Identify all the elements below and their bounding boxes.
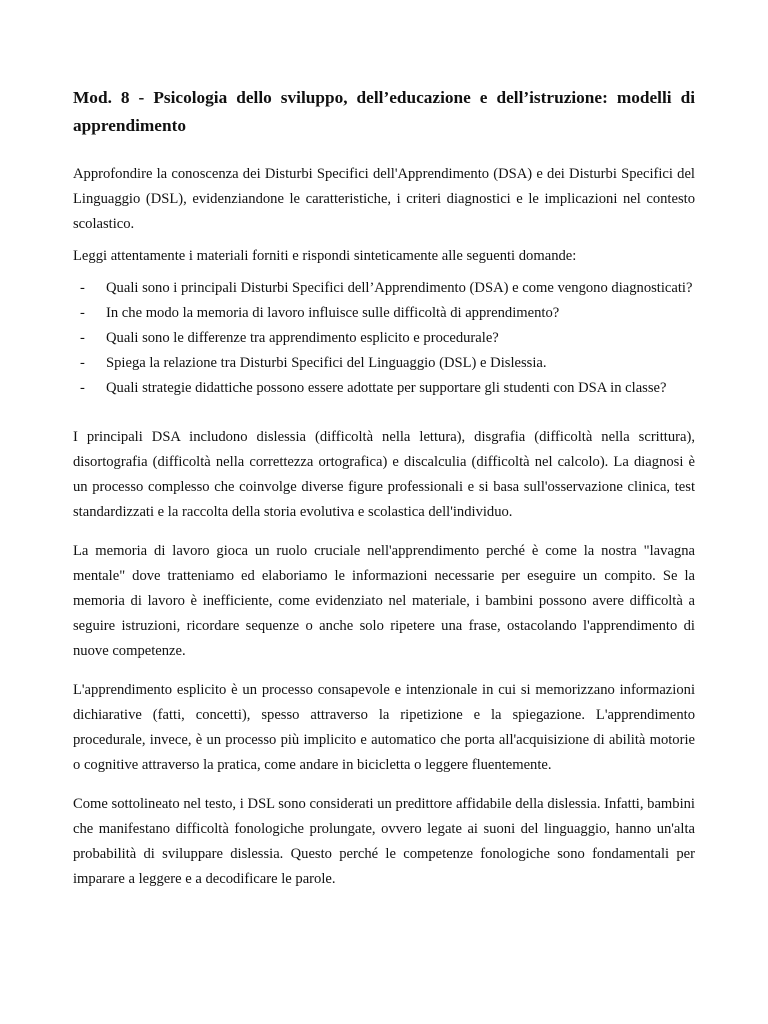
answer-paragraph-2: La memoria di lavoro gioca un ruolo cruciale nell'apprendimento perché è come la nostra "lavagna mentale" dove tratteniamo ed elaboriamo le informazioni necessarie per eseguire un compito. Se la memoria di lavoro è inefficiente, come evidenziato nel materiale, i bambini possono avere difficoltà a seguire istruzioni, ricordare sequenze o anche solo ripetere una frase, ostacolando l'apprendimento di nuove competenze. [73, 543, 695, 659]
question-item [73, 276, 695, 301]
question-text: Quali sono le differenze tra apprendimento esplicito e procedurale? [106, 330, 499, 346]
answer-paragraph-3: L'apprendimento esplicito è un processo consapevole e intenzionale in cui si memorizzano informazioni dichiarative (fatti, concetti), spesso attraverso la ripetizione e la spiegazione. L'apprendimento procedurale, invece, è un processo più implicito e automatico che porta all'acquisizione di abilità motorie o cognitive attraverso la pratica, come andare in bicicletta o leggere fluentemente. [73, 682, 695, 773]
bullet-dash: - [80, 380, 85, 396]
bullet-dash: - [80, 280, 85, 296]
instructions-paragraph: Leggi attentamente i materiali forniti e rispondi sinteticamente alle seguenti domande: [73, 248, 577, 264]
question-text: Spiega la relazione tra Disturbi Specifici del Linguaggio (DSL) e Dislessia. [106, 355, 547, 371]
question-item [73, 326, 695, 351]
bullet-dash: - [80, 330, 85, 346]
question-item [73, 301, 695, 326]
question-list [73, 276, 695, 401]
intro-paragraph: Approfondire la conoscenza dei Disturbi Specifici dell'Apprendimento (DSA) e dei Disturbi Specifici del Linguaggio (DSL), evidenziandone le caratteristiche, i criteri diagnostici e le implicazioni nel contesto scolastico. [73, 166, 695, 232]
bullet-dash: - [80, 305, 85, 321]
question-text: Quali strategie didattiche possono essere adottate per supportare gli studenti con DSA in classe? [106, 380, 667, 396]
question-item [73, 376, 695, 401]
answer-paragraph-1: I principali DSA includono dislessia (difficoltà nella lettura), disgrafia (difficoltà nella scrittura), disortografia (difficoltà nella correttezza ortografica) e discalculia (difficoltà nel calcolo). La diagnosi è un processo complesso che coinvolge diverse figure professionali e si basa sull'osservazione clinica, test standardizzati e la raccolta della storia evolutiva e scolastica dell'individuo. [73, 429, 695, 520]
document-page [73, 84, 695, 906]
question-item [73, 351, 695, 376]
answer-paragraph-4: Come sottolineato nel testo, i DSL sono considerati un predittore affidabile della dislessia. Infatti, bambini che manifestano difficoltà fonologiche prolungate, ovvero legate ai suoni del linguaggio, hanno un'alta probabilità di sviluppare dislessia. Questo perché le competenze fonologiche sono fondamentali per imparare a leggere e a decodificare le parole. [73, 796, 695, 887]
document-title: Mod. 8 - Psicologia dello sviluppo, dell’educazione e dell’istruzione: modelli di apprendimento [73, 88, 695, 135]
question-text: In che modo la memoria di lavoro influisce sulle difficoltà di apprendimento? [106, 305, 560, 321]
bullet-dash: - [80, 355, 85, 371]
question-text: Quali sono i principali Disturbi Specifici dell’Apprendimento (DSA) e come vengono diagnosticati? [106, 280, 693, 296]
